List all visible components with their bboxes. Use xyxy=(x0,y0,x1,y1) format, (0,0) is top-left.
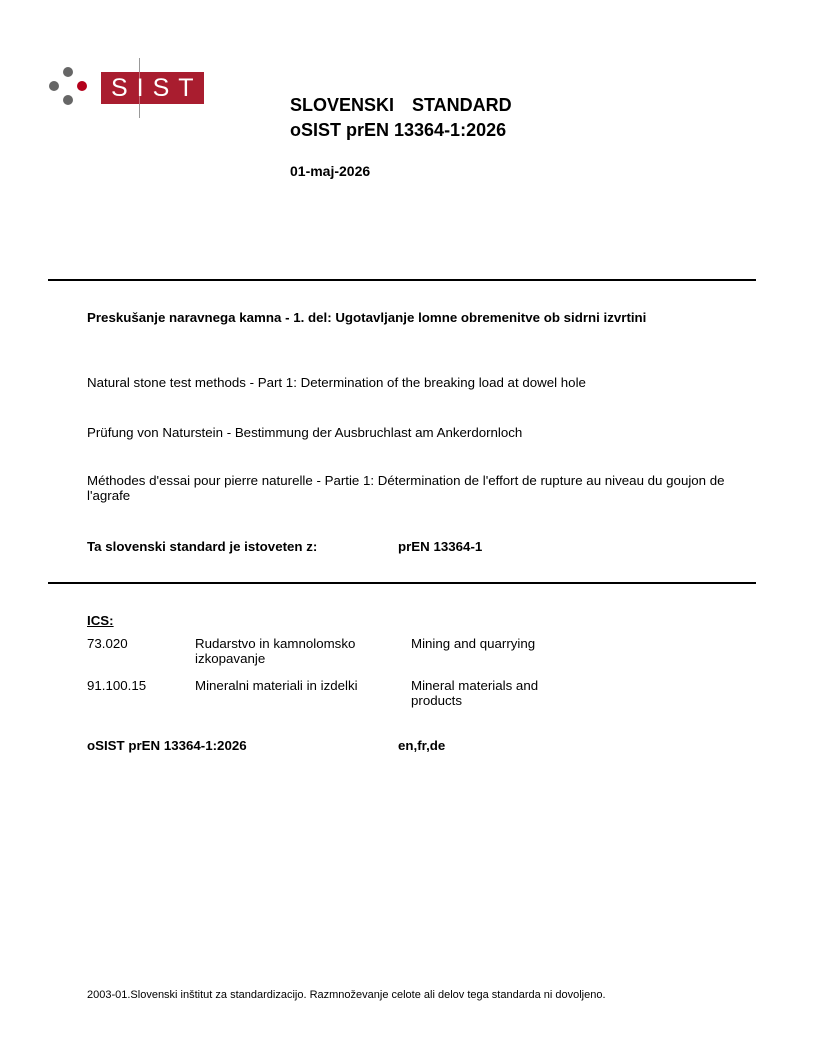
ics-slovenian: Rudarstvo in kamnolomsko izkopavanje xyxy=(195,636,356,666)
ics-english: Mining and quarrying xyxy=(411,636,536,651)
standard-code-heading: oSIST prEN 13364-1:2026 xyxy=(290,120,507,140)
summary-code: oSIST prEN 13364-1:2026 xyxy=(87,738,247,753)
ics-slovenian: Mineralni materiali in izdelki xyxy=(195,678,358,693)
title-french: Méthodes d'essai pour pierre naturelle - Partie 1: Détermination de l'effort de rupture au niveau du goujon de l'agrafe xyxy=(87,473,725,503)
identical-label: Ta slovenski standard je istoveten z: xyxy=(87,539,318,554)
publication-date: 01-maj-2026 xyxy=(290,163,371,179)
logo-wordmark: SIST xyxy=(101,72,204,104)
ics-code: 73.020 xyxy=(87,636,128,651)
logo-dot-top-icon xyxy=(63,67,73,77)
top-divider xyxy=(48,279,756,281)
ics-english: Mineral materials and products xyxy=(411,678,539,708)
ics-heading: ICS: xyxy=(87,613,114,628)
standard-type-heading: SLOVENSKI STANDARD xyxy=(290,95,512,115)
logo-dot-bottom-icon xyxy=(63,95,73,105)
logo-divider-inner xyxy=(139,72,140,104)
title-slovenian: Preskušanje naravnega kamna - 1. del: Ugotavljanje lomne obremenitve ob sidrni izvrtini xyxy=(87,310,647,325)
summary-languages: en,fr,de xyxy=(398,738,446,753)
ics-code: 91.100.15 xyxy=(87,678,147,693)
title-german: Prüfung von Naturstein - Bestimmung der Ausbruchlast am Ankerdornloch xyxy=(87,425,523,440)
logo-dot-left-icon xyxy=(49,81,59,91)
middle-divider xyxy=(48,582,756,584)
title-english: Natural stone test methods - Part 1: Determination of the breaking load at dowel hole xyxy=(87,375,586,390)
copyright-footer: 2003-01.Slovenski inštitut za standardizacijo. Razmnoževanje celote ali delov tega standarda ni dovoljeno. xyxy=(87,989,606,1001)
identical-value: prEN 13364-1 xyxy=(398,539,483,554)
logo-dot-red-icon xyxy=(77,81,87,91)
